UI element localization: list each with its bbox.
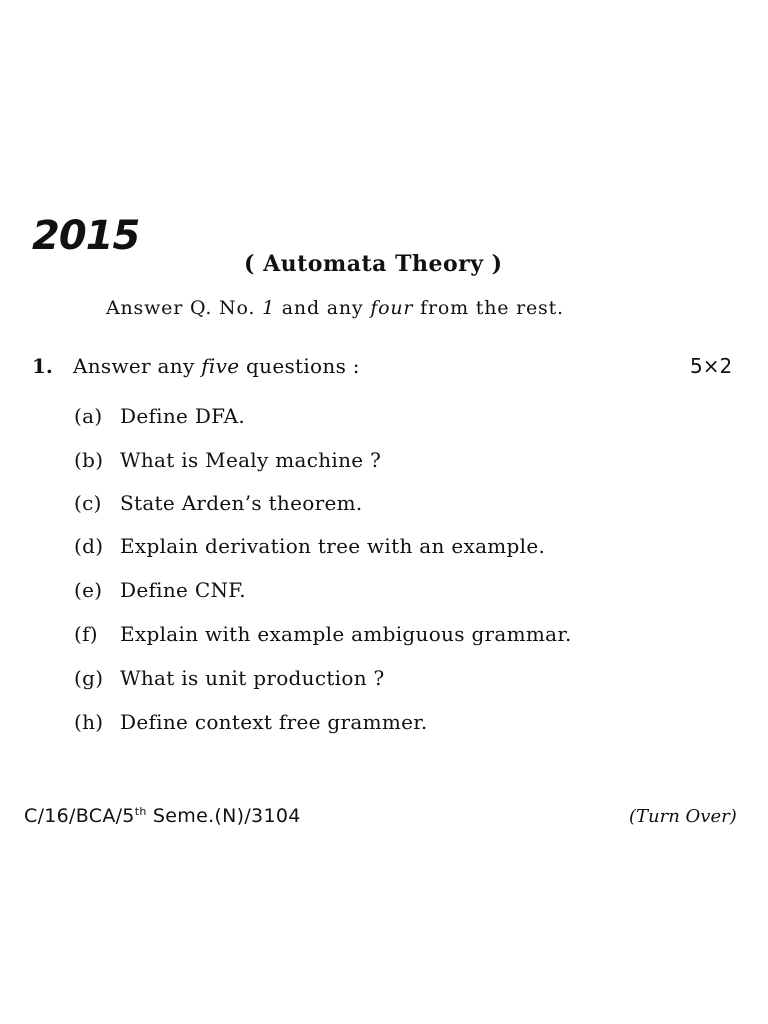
instructions-middle: and any <box>274 297 371 319</box>
sub-question-c <box>74 491 363 515</box>
sub-question-g <box>74 666 385 690</box>
question-text <box>73 354 360 378</box>
sub-question-label: (e) <box>74 578 103 602</box>
instructions-prefix: Answer Q. No. <box>106 297 263 319</box>
sub-question-label: (f) <box>74 622 98 646</box>
sub-question-text: Define DFA. <box>120 404 246 428</box>
sub-question-b <box>74 448 381 472</box>
question-text-prefix: Answer any <box>73 354 202 378</box>
paper-code-superscript: th <box>134 805 147 818</box>
paper-code-prefix: C/16/BCA/5 <box>24 805 135 827</box>
paper-code <box>24 805 301 828</box>
sub-question-d <box>74 534 545 558</box>
sub-question-text: What is unit production ? <box>120 666 385 690</box>
instructions-count-word: four <box>370 297 414 319</box>
sub-question-text: Explain derivation tree with an example. <box>120 534 546 558</box>
turn-over-note: (Turn Over) <box>629 806 737 827</box>
sub-question-text: Define CNF. <box>120 578 246 602</box>
sub-question-label: (h) <box>74 710 104 734</box>
question-marks: 5×2 <box>690 354 733 378</box>
sub-question-label: (b) <box>74 448 104 472</box>
sub-question-f <box>74 622 572 646</box>
instructions-suffix: from the rest. <box>413 297 564 319</box>
sub-question-a <box>74 404 245 428</box>
sub-question-label: (a) <box>74 404 103 428</box>
sub-question-label: (c) <box>74 491 102 515</box>
sub-question-h <box>74 710 428 734</box>
instructions-question-number: 1 <box>262 297 275 319</box>
exam-year: 2015 <box>32 213 140 259</box>
sub-question-text: State Arden’s theorem. <box>120 491 363 515</box>
question-number: 1. <box>32 354 53 378</box>
question-text-emphasis: five <box>201 354 240 378</box>
sub-question-label: (d) <box>74 534 104 558</box>
sub-question-label: (g) <box>74 666 104 690</box>
question-text-suffix: questions : <box>239 354 360 378</box>
sub-question-text: What is Mealy machine ? <box>120 448 382 472</box>
subject-title: ( Automata Theory ) <box>244 251 503 277</box>
exam-instructions <box>106 297 564 320</box>
sub-question-text: Define context free grammer. <box>120 710 428 734</box>
sub-question-text: Explain with example ambiguous grammar. <box>120 622 572 646</box>
paper-code-suffix: Seme.(N)/3104 <box>146 805 301 827</box>
sub-question-e <box>74 578 246 602</box>
